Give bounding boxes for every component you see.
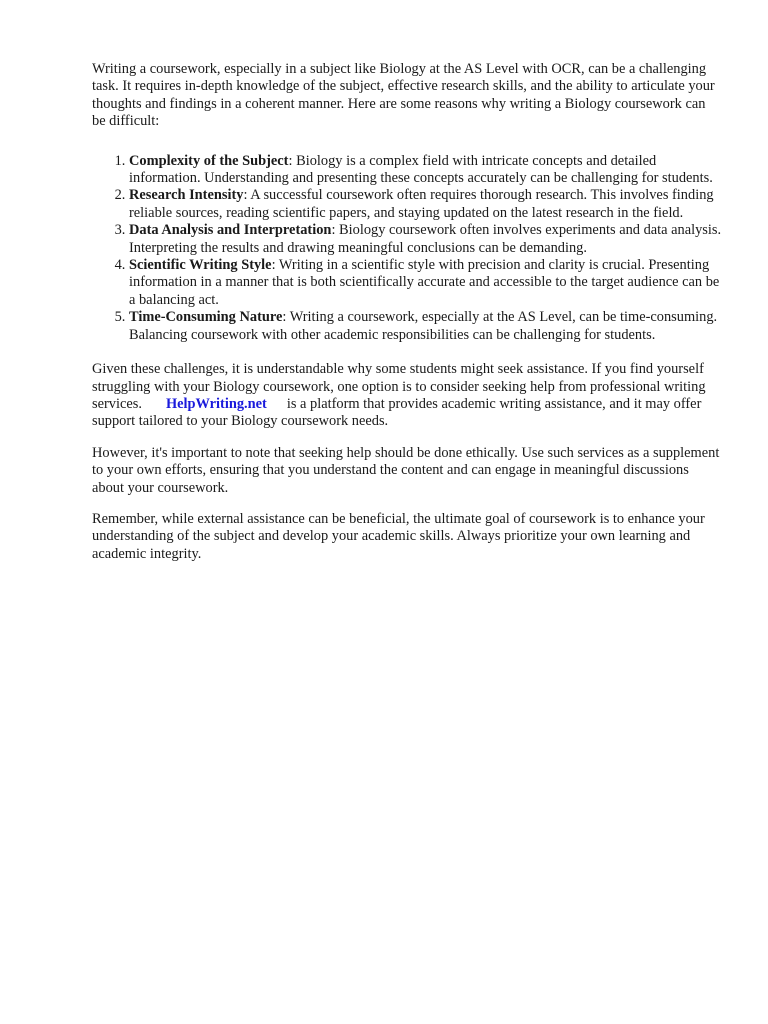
reason-title: Data Analysis and Interpretation: [129, 222, 332, 239]
help-text-before: Given these challenges, it is understandable why some students might seek assistance. If you find yourself struggling with your Biology coursework, one option is to consider seeking help from professional writing services.: [92, 361, 706, 412]
reason-separator: :: [288, 152, 297, 169]
helpwriting-link[interactable]: HelpWriting.net: [165, 395, 267, 412]
reason-item: [129, 187, 722, 222]
reason-separator: :: [282, 309, 290, 326]
reasons-list: [92, 153, 722, 344]
reason-title: Research Intensity: [129, 187, 244, 204]
reason-text: Writing a coursework, especially at the AS Level, can be time-consuming. Balancing coursework with other academic responsibilities can be challenging for students.: [129, 309, 718, 343]
reason-item: [129, 257, 722, 309]
reason-separator: :: [243, 187, 251, 204]
reason-text: Biology is a complex field with intricate concepts and detailed information. Understanding and presenting these concepts accurately can be challenging for students.: [129, 152, 713, 187]
reason-separator: :: [331, 222, 340, 239]
closing-paragraph: Remember, while external assistance can be beneficial, the ultimate goal of coursework is to enhance your understanding of the subject and develop your academic skills. Always prioritize your own learning and academic integrity.: [92, 510, 705, 562]
reason-item: [129, 309, 722, 344]
ethics-paragraph: However, it's important to note that seeking help should be done ethically. Use such services as a supplement to your own efforts, ensuring that you understand the content and can engage in meaningful discussions about your coursework.: [92, 444, 720, 496]
reason-title: Scientific Writing Style: [129, 257, 272, 274]
help-text-after: is a platform that provides academic writing assistance, and it may offer support tailored to your Biology coursework needs.: [92, 395, 702, 430]
reason-item: [129, 222, 722, 257]
reason-separator: :: [271, 257, 279, 274]
reason-text: Writing in a scientific style with precision and clarity is crucial. Presenting information in a manner that is both scientifically accurate and accessible to the target audience can be a balancing act.: [129, 257, 720, 308]
reason-text: A successful coursework often requires thorough research. This involves finding reliable sources, reading scientific papers, and staying updated on the latest research in the field.: [129, 187, 714, 221]
help-paragraph: [92, 361, 722, 431]
reason-title: Time-Consuming Nature: [129, 309, 283, 326]
reason-title: Complexity of the Subject: [129, 152, 289, 169]
reason-item: [129, 153, 722, 188]
intro-paragraph: Writing a coursework, especially in a subject like Biology at the AS Level with OCR, can be a challenging task. It requires in-depth knowledge of the subject, effective research skills, and the ability to articulate your thoughts and findings in a coherent manner. Here are some reasons why writing a Biology coursework can be difficult:: [92, 61, 715, 130]
reason-text: Biology coursework often involves experiments and data analysis. Interpreting the results and drawing meaningful conclusions can be demanding.: [129, 222, 722, 256]
